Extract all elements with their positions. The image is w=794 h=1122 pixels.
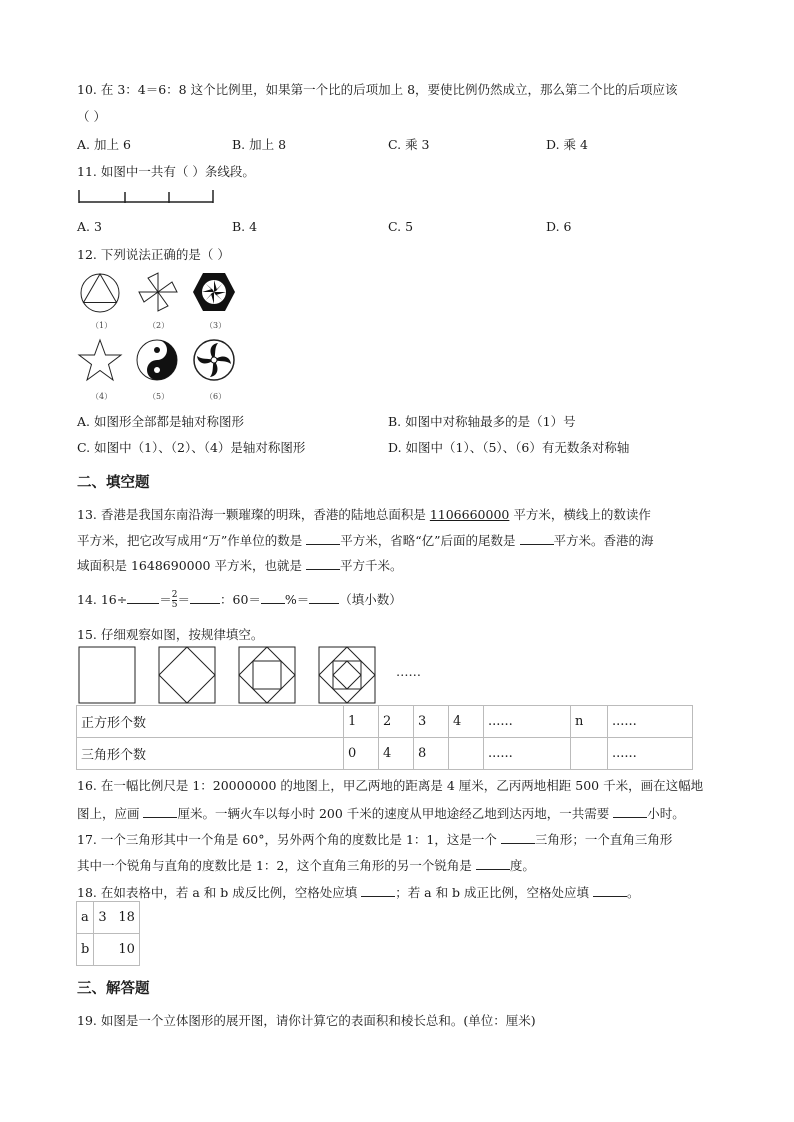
hexagon-swirl-figure: [192, 270, 236, 314]
q14-blank-1[interactable]: [127, 589, 159, 604]
table-cell: 4: [379, 738, 414, 770]
q13-number: 1106660000: [429, 507, 510, 522]
q10-option-b[interactable]: B. 加上 8: [232, 137, 287, 152]
q18-line1-text-end: 。: [627, 885, 640, 900]
q11-option-b[interactable]: B. 4: [232, 219, 258, 234]
q11-text: 11. 如图中一共有（ ）条线段。: [77, 164, 255, 179]
q17-line2-text: 其中一个锐角与直角的度数比是 1：2，这个直角三角形的另一个锐角是: [77, 858, 476, 873]
table-cell: 正方形个数: [77, 706, 344, 738]
q15-text: 15. 仔细观察如图，按规律填空。: [77, 627, 264, 642]
q13-blank-3[interactable]: [306, 555, 340, 570]
q13-line3: [77, 555, 402, 574]
pinwheel-figure: [136, 270, 180, 314]
q12-text: 12. 下列说法正确的是（ ）: [77, 247, 230, 262]
q13-blank-2[interactable]: [520, 530, 554, 545]
q14-text-c: ＝: [177, 592, 190, 607]
table-cell: 3: [94, 902, 115, 934]
table-cell: 10: [114, 934, 139, 966]
q13-line2: [77, 530, 654, 549]
fraction-numerator: 2: [171, 590, 178, 600]
pattern-ellipsis: ……: [396, 664, 421, 679]
q13-line2-text-end: 平方米。香港的海: [553, 533, 654, 548]
table-cell-blank[interactable]: [94, 934, 115, 966]
q13-line3-text: 域面积是 1648690000 平方米，也就是: [77, 558, 306, 573]
caption-6: （6）: [205, 392, 227, 401]
q10-text: 10. 在 3：4＝6：8 这个比例里，如果第一个比的后项加上 8，要使比例仍然成立，那么第二个比的后项应该: [77, 82, 678, 97]
q13-line3-text-end: 平方千米。: [339, 558, 403, 573]
pattern-table: [76, 705, 693, 770]
q17-line1: [77, 829, 672, 848]
table-cell: 1: [344, 706, 379, 738]
q14-text-d: ：60＝: [220, 592, 261, 607]
q16-line2-text-mid: 厘米。一辆火车以每小时 200 千米的速度从甲地途经乙地到达丙地，一共需要: [177, 806, 614, 821]
circle-triangle-figure: [79, 272, 121, 314]
q14-blank-4[interactable]: [309, 589, 339, 604]
q19-text: 19. 如图是一个立体图形的展开图，请你计算它的表面积和棱长总和。(单位：厘米): [77, 1013, 536, 1028]
q13-line1-text-end: 平方米，横线上的数读作: [509, 507, 651, 522]
table-cell: ......: [484, 706, 571, 738]
table-cell-blank[interactable]: [449, 738, 484, 770]
table-cell: 8: [414, 738, 449, 770]
fraction-denominator: 5: [171, 600, 178, 610]
q13-line2-text: 平方米，把它改写成用“万”作单位的数是: [77, 533, 307, 548]
q18-line1-text-mid: ；若 a 和 b 成正比例，空格处应填: [395, 885, 594, 900]
yin-yang-figure: [135, 338, 179, 382]
q11-option-d[interactable]: D. 6: [546, 219, 572, 234]
q13-blank-1[interactable]: [306, 530, 340, 545]
q17-line1-text: 17. 一个三角形其中一个角是 60°，另外两个角的度数比是 1：1，这是一个: [77, 832, 501, 847]
q16-blank-2[interactable]: [613, 803, 647, 818]
q10-option-c[interactable]: C. 乘 3: [388, 137, 430, 152]
table-cell: ......: [484, 738, 571, 770]
q16-line1: 16. 在一幅比例尺是 1：20000000 的地图上，甲乙两地的距离是 4 厘米，乙丙两地相距 500 千米，画在这幅地: [77, 778, 704, 793]
q14-text-a: 14. 16÷: [77, 592, 128, 607]
q17-blank-2[interactable]: [476, 855, 510, 870]
q18-blank-2[interactable]: [593, 882, 627, 897]
q16-line2: [77, 803, 685, 822]
table-cell: ......: [608, 738, 693, 770]
q16-blank-1[interactable]: [143, 803, 177, 818]
q13-line2-text-mid: 平方米，省略“亿”后面的尾数是: [340, 533, 520, 548]
caption-4: （4）: [91, 392, 113, 401]
table-cell: a: [77, 902, 94, 934]
q11-option-a[interactable]: A. 3: [77, 219, 102, 234]
q14-blank-3[interactable]: [261, 589, 285, 604]
q17-blank-1[interactable]: [501, 829, 535, 844]
caption-3: （3）: [205, 321, 227, 330]
q12-option-c[interactable]: C. 如图中（1）、（2）、（4）是轴对称图形: [77, 440, 306, 455]
q14-text-f: （填小数）: [339, 592, 402, 607]
table-cell: 18: [114, 902, 139, 934]
q18-blank-1[interactable]: [361, 882, 395, 897]
q16-line2-text-end: 小时。: [647, 806, 685, 821]
q12-option-b[interactable]: B. 如图中对称轴最多的是（1）号: [388, 414, 576, 429]
q12-option-d[interactable]: D. 如图中（1）、（5）、（6）有无数条对称轴: [388, 440, 630, 455]
table-cell: 三角形个数: [77, 738, 344, 770]
section-title-fill-blank: 二、填空题: [77, 475, 150, 491]
q10-paren: （ ）: [77, 109, 106, 124]
caption-1: （1）: [91, 321, 113, 330]
q16-line2-text: 图上，应画: [77, 806, 144, 821]
line-segment-figure: [77, 188, 217, 206]
table-cell: 3: [414, 706, 449, 738]
table-cell: ......: [608, 706, 693, 738]
proportion-table: [76, 901, 140, 966]
q18-line1: [77, 882, 640, 901]
q13-line1: [77, 505, 651, 523]
q12-option-a[interactable]: A. 如图形全部都是轴对称图形: [77, 414, 244, 429]
q14-text-b: ＝: [159, 592, 172, 607]
q14-text-e: %＝: [284, 592, 310, 607]
q18-line1-text: 18. 在如表格中，若 a 和 b 成反比例，空格处应填: [77, 885, 362, 900]
table-cell: n: [571, 706, 608, 738]
q14-line: [77, 589, 402, 610]
table-cell: 2: [379, 706, 414, 738]
table-cell-blank[interactable]: [571, 738, 608, 770]
table-cell: b: [77, 934, 94, 966]
fan-circle-figure: [192, 338, 236, 382]
q13-line1-text: 13. 香港是我国东南沿海一颗璀璨的明珠，香港的陆地总面积是: [77, 507, 430, 522]
q10-option-d[interactable]: D. 乘 4: [546, 137, 588, 152]
q17-line2: [77, 855, 535, 874]
caption-2: （2）: [148, 321, 170, 330]
section-title-solve: 三、解答题: [77, 981, 150, 997]
star-figure: [77, 338, 123, 382]
caption-5: （5）: [148, 392, 170, 401]
q17-line2-text-end: 度。: [509, 858, 535, 873]
q11-option-c[interactable]: C. 5: [388, 219, 414, 234]
table-cell: 0: [344, 738, 379, 770]
q10-option-a[interactable]: A. 加上 6: [77, 137, 131, 152]
q14-blank-2[interactable]: [190, 589, 220, 604]
table-cell: 4: [449, 706, 484, 738]
square-pattern-figure: [77, 646, 387, 706]
q17-line1-text-end: 三角形；一个直角三角形: [534, 832, 673, 847]
